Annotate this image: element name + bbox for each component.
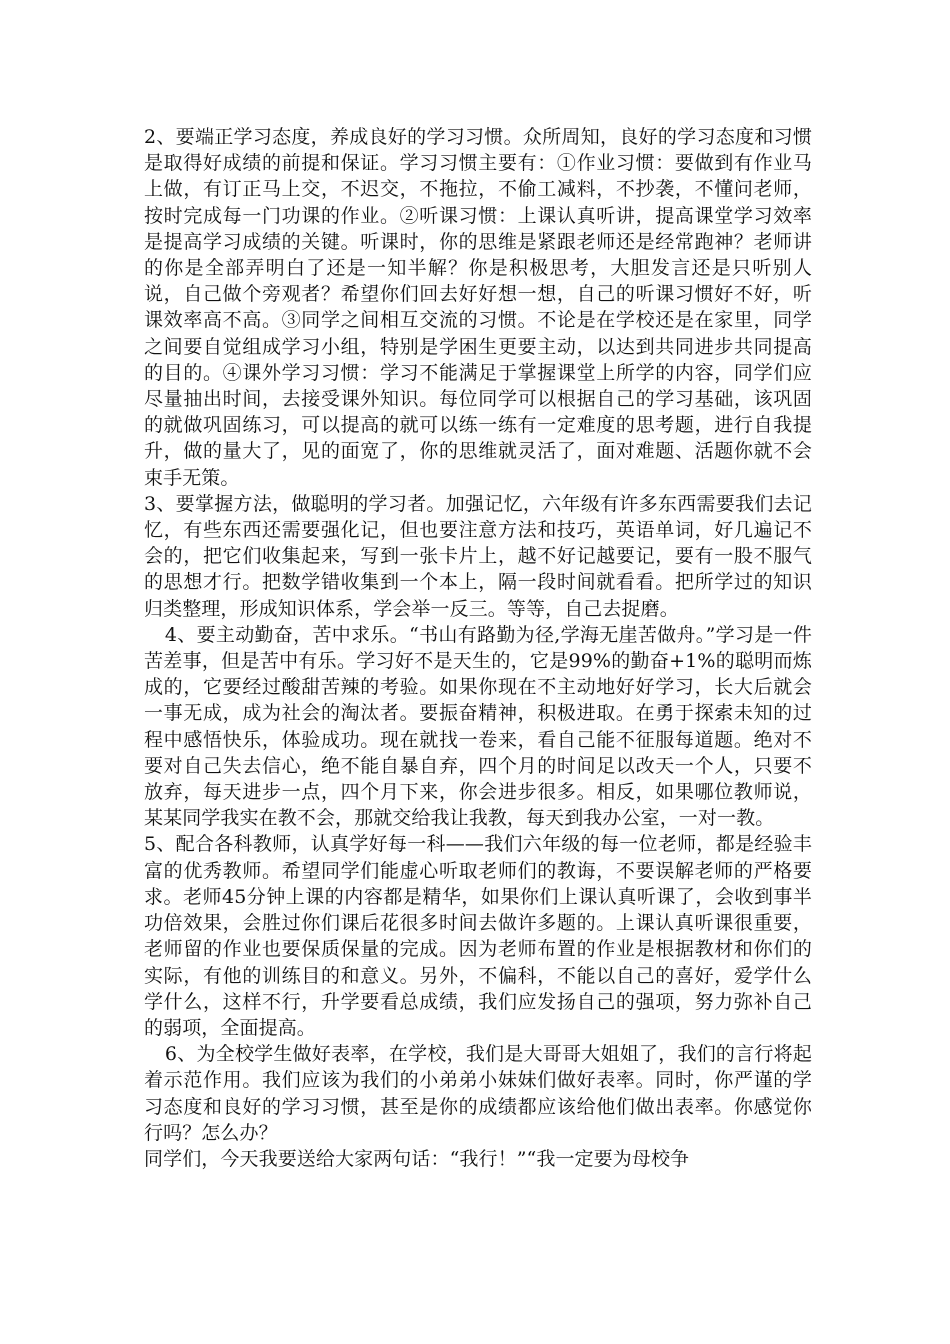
paragraph-study-habits: 2、要端正学习态度，养成良好的学习习惯。众所周知，良好的学习态度和习惯是取得好成绩的前提和保证。学习习惯主要有：①作业习惯：要做到有作业马上做，有订正马上交，不迟交，不拖拉，不偷工减料，不抄袭，不懂问老师，按时完成每一门功课的作业。②听课习惯：上课认真听讲，提高课堂学习效率是提高学习成绩的关键。听课时，你的思维是紧跟老师还是经常跑神？老师讲的你是全部弄明白了还是一知半解？你是积极思考，大胆发言还是只听别人说，自己做个旁观者？希望你们回去好好想一想，自己的听课习惯好不好，听课效率高不高。③同学之间相互交流的习惯。不论是在学校还是在家里，同学之间要自觉组成学习小组，特别是学困生更要主动，以达到共同进步共同提高的目的。④课外学习习惯：学习不能满足于掌握课堂上所学的内容，同学们应尽量抽出时间，去接受课外知识。每位同学可以根据自己的学习基础，该巩固的就做巩固练习，可以提高的就可以练一练有一定难度的思考题，进行自我提升，做的量大了，见的面宽了，你的思维就灵活了，面对难题、活题你就不会束手无策。 [144, 126, 812, 489]
paragraph-study-methods: 3、要掌握方法，做聪明的学习者。加强记忆，六年级有许多东西需要我们去记忆，有些东西还需要强化记，但也要注意方法和技巧，英语单词，好几遍记不会的，把它们收集起来，写到一张卡片上，越不好记越要记，要有一股不服气的思想才行。把数学错收集到一个本上，隔一段时间就看看。把所学过的知识归类整理，形成知识体系，学会举一反三。等等，自己去捉磨。 [144, 492, 812, 620]
paragraph-diligence: 4、要主动勤奋，苦中求乐。“书山有路勤为径,学海无崖苦做舟。”学习是一件苦差事，但是苦中有乐。学习好不是天生的，它是99%的勤奋+1%的聪明而炼成的，它要经过酸甜苦辣的考验。如果你现在不主动地好好学习，长大后就会一事无成，成为社会的淘汰者。要振奋精神，积极进取。在勇于探索未知的过程中感悟快乐，体验成功。现在就找一卷来，看自己能不征服每道题。绝对不要对自己失去信心，绝不能自暴自弃，四个月的时间足以改天一个人，只要不放弃，每天进步一点，四个月下来，你会进步很多。相反，如果哪位教师说，某某同学我实在教不会，那就交给我让我教，每天到我办公室，一对一教。 [144, 623, 813, 830]
paragraph-role-model: 6、为全校学生做好表率，在学校，我们是大哥哥大姐姐了，我们的言行将起着示范作用。我们应该为我们的小弟弟小妹妹们做好表率。同时，你严谨的学习态度和良好的学习习惯，甚至是你的成绩都应该给他们做出表率。你感觉你行吗？怎么办？ [144, 1043, 812, 1144]
paragraph-closing: 同学们，今天我要送给大家两句话：“我行！”“我一定要为母校争 [144, 1147, 690, 1170]
paragraph-cooperate-teachers: 5、配合各科教师，认真学好每一科——我们六年级的每一位老师，都是经验丰富的优秀教师。希望同学们能虚心听取老师们的教诲，不要误解老师的严格要求。老师45分钟上课的内容都是精华，如果你们上课认真听课了，会收到事半功倍效果，会胜过你们课后花很多时间去做许多题的。上课认真听课很重要，老师留的作业也要保质保量的完成。因为老师布置的作业是根据教材和你们的实际，有他的训练目的和意义。另外，不偏科，不能以自己的喜好，爱学什么学什么，这样不行，升学要看总成绩，我们应发扬自己的强项，努力弥补自己的弱项，全面提高。 [144, 833, 812, 1039]
document-body [144, 124, 812, 1172]
